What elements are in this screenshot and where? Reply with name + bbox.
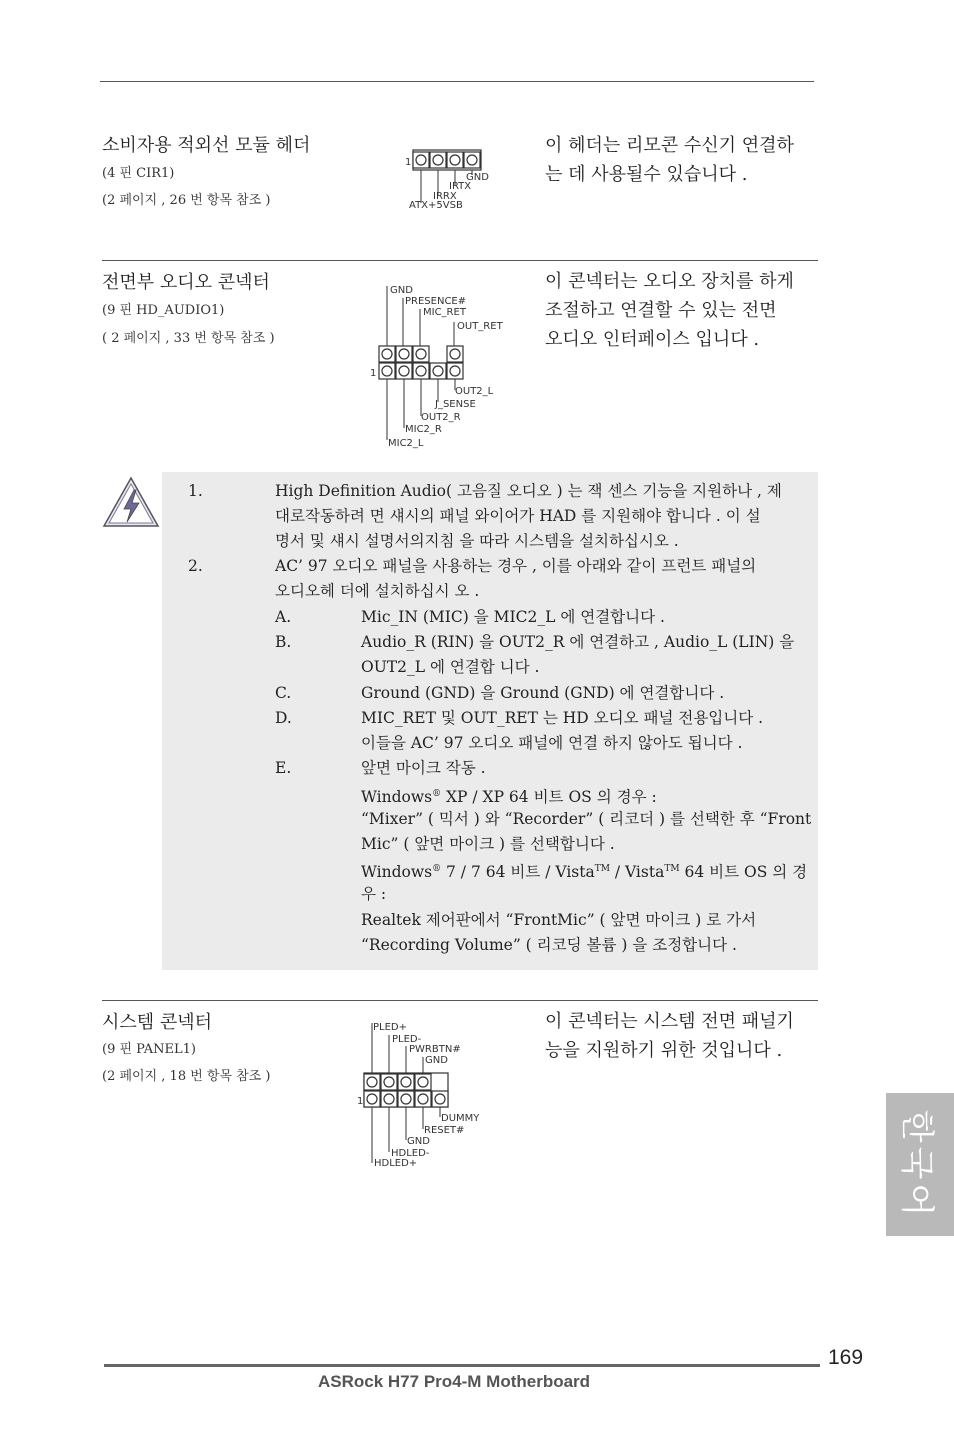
note-num-1: 1.: [188, 482, 203, 500]
registered-mark: ®: [432, 864, 442, 874]
pin-label-atx: ATX+5VSB: [409, 200, 463, 211]
trademark: TM: [664, 864, 680, 874]
pin-label-pledp: PLED+: [373, 1022, 407, 1033]
note-line: Ground (GND) 을 Ground (GND) 에 연결합니다 .: [361, 684, 725, 702]
note-line: 명서 및 섀시 설명서의지침 을 따라 시스템을 설치하십시오 .: [275, 532, 679, 550]
pin-label-out2l: OUT2_L: [455, 386, 494, 397]
note-line: MIC_RET 및 OUT_RET 는 HD 오디오 패널 전용입니다 .: [361, 709, 764, 727]
sub-letter-c: C.: [275, 684, 292, 702]
note-line: “Mixer” ( 믹서 ) 와 “Recorder” ( 리코더 ) 를 선택한 후 “Front: [361, 810, 812, 828]
note-line-windows-xp: [361, 782, 657, 810]
sub-letter-d: D.: [275, 709, 292, 727]
pin1-label: 1: [357, 1096, 364, 1107]
section-desc-panel: [545, 1007, 794, 1065]
pin-label-hdledp: HDLED+: [374, 1158, 418, 1169]
note-line: Mic” ( 앞면 마이크 ) 를 선택합니다 .: [361, 835, 615, 853]
text-fragment: / Vista: [609, 863, 665, 882]
text-fragment: Windows: [361, 863, 433, 882]
desc-line: 능을 지원하기 위한 것입니다 .: [545, 1040, 783, 1061]
panel-header-diagram: [355, 1015, 495, 1170]
text-fragment: 7 / 7 64 비트 / Vista: [441, 863, 595, 882]
pin-label-out2r: OUT2_R: [421, 412, 461, 423]
sub-letter-e: E.: [275, 759, 292, 777]
pin-label-pwrbtn: PWRBTN#: [409, 1044, 461, 1055]
sub-letter-a: A.: [275, 608, 292, 626]
note-line: AC’ 97 오디오 패널을 사용하는 경우 , 이를 아래와 같이 프런트 패널의: [275, 557, 757, 575]
pin-label-jsense: J_SENSE: [435, 399, 476, 410]
cir-header-diagram: [400, 145, 510, 215]
note-num-2: 2.: [188, 557, 203, 575]
desc-line: 는 데 사용될수 있습니다 .: [545, 164, 748, 185]
pin1-label: 1: [405, 157, 412, 168]
section-desc-audio: [545, 267, 794, 354]
page-number: 169: [828, 1346, 864, 1369]
footer-rule: [104, 1364, 820, 1367]
section-rule: [102, 1000, 818, 1001]
language-side-tab: [886, 1093, 954, 1236]
section-title-audio: 전면부 오디오 콘넥터: [102, 272, 270, 293]
footer-title: ASRock H77 Pro4-M Motherboard: [318, 1372, 591, 1391]
note-line: 앞면 마이크 작동 .: [361, 759, 486, 777]
pin1-label: 1: [370, 368, 377, 379]
pin-label-gnd2: GND: [407, 1136, 430, 1147]
top-rule: [100, 81, 814, 82]
text-fragment: 64 비트 OS 의 경: [679, 863, 808, 882]
pin-label-presence: PRESENCE#: [405, 296, 467, 307]
note-line: “Recording Volume” ( 리코딩 볼륨 ) 을 조정합니다 .: [361, 936, 737, 954]
note-line: Realtek 제어판에서 “FrontMic” ( 앞면 마이크 ) 로 가서: [361, 911, 757, 929]
text-fragment: XP / XP 64 비트 OS 의 경우 :: [441, 788, 657, 807]
warning-icon: [100, 474, 162, 530]
pin-label-micret: MIC_RET: [423, 307, 466, 318]
section-title-cir: 소비자용 적외선 모듈 헤더: [102, 135, 311, 156]
desc-line: 이 콘넥터는 오디오 장치를 하게: [545, 271, 794, 292]
note-line: Mic_IN (MIC) 을 MIC2_L 에 연결합니다 .: [361, 608, 665, 626]
section-rule: [102, 260, 818, 261]
pin-label-mic2r: MIC2_R: [405, 424, 442, 435]
pin-label-dummy: DUMMY: [441, 1113, 480, 1124]
note-line: Audio_R (RIN) 을 OUT2_R 에 연결하고 , Audio_L (LIN) 을: [361, 633, 795, 651]
note-line: OUT2_L 에 연결합 니다 .: [361, 658, 540, 676]
registered-mark: ®: [432, 789, 442, 799]
desc-line: 이 콘넥터는 시스템 전면 패널기: [545, 1011, 794, 1032]
section-sub-audio-ref: ( 2 페이지 , 33 번 항목 참조 ): [102, 331, 275, 346]
desc-line: 오디오 인터페이스 입니다 .: [545, 329, 760, 350]
pin-label-gnd: GND: [466, 172, 489, 183]
trademark: TM: [594, 864, 610, 874]
pin-label-gnd: GND: [390, 285, 413, 296]
desc-line: 조절하고 연결할 수 있는 전면: [545, 300, 777, 321]
pin-label-irrx: IRRX: [433, 191, 457, 202]
note-line-windows-7: [361, 857, 807, 885]
note-line: 오디오헤 더에 설치하십시 오 .: [275, 582, 480, 600]
pin-label-mic2l: MIC2_L: [388, 438, 424, 449]
note-line: 대로작동하려 면 섀시의 패널 와이어가 HAD 를 지원해야 합니다 . 이 설: [275, 507, 761, 525]
note-line: 우 :: [361, 885, 387, 903]
pin-label-irtx: IRTX: [449, 181, 472, 192]
section-sub-audio-pin: (9 핀 HD_AUDIO1): [102, 303, 225, 318]
note-line: 이들을 AC’ 97 오디오 패널에 연결 하지 않아도 됩니다 .: [361, 734, 743, 752]
section-sub-cir-ref: (2 페이지 , 26 번 항목 참조 ): [102, 193, 271, 208]
section-sub-cir-pin: (4 핀 CIR1): [102, 166, 175, 181]
pin-label-reset: RESET#: [424, 1125, 465, 1136]
pin-label-hdledm: HDLED-: [391, 1148, 430, 1159]
section-title-panel: 시스템 콘넥터: [102, 1012, 213, 1033]
pin-label-pledm: PLED-: [392, 1034, 422, 1045]
note-line: High Definition Audio( 고음질 오디오 ) 는 잭 센스 기능을 지원하나 , 제: [275, 482, 782, 500]
section-sub-panel-ref: (2 페이지 , 18 번 항목 참조 ): [102, 1069, 271, 1084]
section-desc-cir: [545, 131, 794, 189]
section-sub-panel-pin: (9 핀 PANEL1): [102, 1042, 196, 1057]
sub-letter-b: B.: [275, 633, 292, 651]
pin-label-outret: OUT_RET: [457, 321, 503, 332]
side-tab-text: 한국어: [896, 1109, 937, 1220]
audio-header-diagram: [365, 280, 515, 452]
pin-label-gnd1: GND: [425, 1055, 448, 1066]
text-fragment: Windows: [361, 788, 433, 807]
desc-line: 이 헤더는 리모콘 수신기 연결하: [545, 135, 794, 156]
